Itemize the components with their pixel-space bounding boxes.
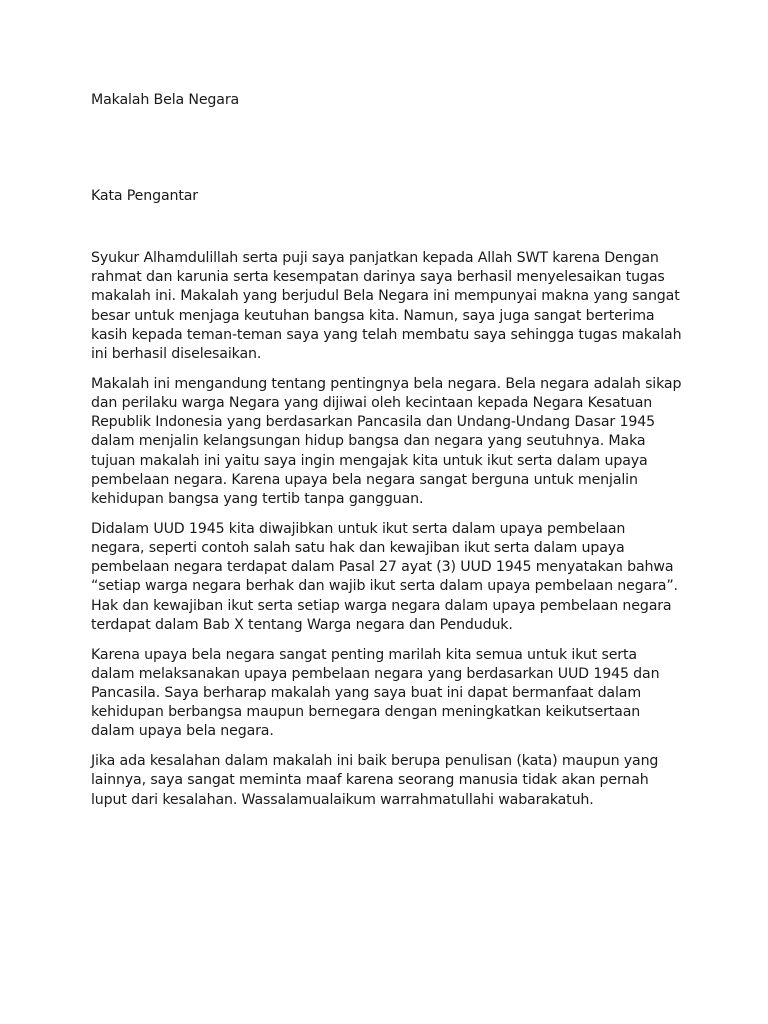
section-heading: Kata Pengantar: [91, 188, 198, 204]
document-body: [91, 249, 691, 820]
paragraph-5: Jika ada kesalahan dalam makalah ini baik berupa penulisan (kata) maupun yang lainnya, saya sangat meminta maaf karena seorang manusia tidak akan pernah luput dari kesalahan. Wassalamualaikum warrahmatullahi wabarakatuh.: [91, 753, 659, 808]
paragraph-2: Makalah ini mengandung tentang pentingnya bela negara. Bela negara adalah sikap dan perilaku warga Negara yang dijiwai oleh kecintaan kepada Negara Kesatuan Republik Indonesia yang berdasarkan Pancasila dan Undang-Undang Dasar 1945 dalam menjalin kelangsungan hidup bangsa dan negara yang seutuhnya. Maka tujuan makalah ini yaitu saya ingin mengajak kita untuk ikut serta dalam upaya pembelaan negara. Karena upaya bela negara sangat berguna untuk menjalin kehidupan bangsa yang tertib tanpa gangguan.: [91, 375, 682, 508]
paragraph-4: Karena upaya bela negara sangat penting marilah kita semua untuk ikut serta dalam melaksanakan upaya pembelaan negara yang berdasarkan UUD 1945 dan Pancasila. Saya berharap makalah yang saya buat ini dapat bermanfaat dalam kehidupan berbangsa maupun bernegara dengan meningkatkan keikutsertaan dalam upaya bela negara.: [91, 646, 660, 740]
document-title: Makalah Bela Negara: [91, 92, 240, 108]
paragraph-3: Didalam UUD 1945 kita diwajibkan untuk ikut serta dalam upaya pembelaan negara, seperti contoh salah satu hak dan kewajiban ikut serta dalam upaya pembelaan negara terdapat dalam Pasal 27 ayat (3) UUD 1945 menyatakan bahwa “setiap warga negara berhak dan wajib ikut serta dalam upaya pembelaan negara”. Hak dan kewajiban ikut serta setiap warga negara dalam upaya pembelaan negara terdapat dalam Bab X tentang Warga negara dan Penduduk.: [91, 520, 678, 633]
paragraph-1: Syukur Alhamdulillah serta puji saya panjatkan kepada Allah SWT karena Dengan rahmat dan karunia serta kesempatan darinya saya berhasil menyelesaikan tugas makalah ini. Makalah yang berjudul Bela Negara ini mempunyai makna yang sangat besar untuk menjaga keutuhan bangsa kita. Namun, saya juga sangat berterima kasih kepada teman-teman saya yang telah membatu saya sehingga tugas makalah ini berhasil diselesaikan.: [91, 250, 682, 363]
